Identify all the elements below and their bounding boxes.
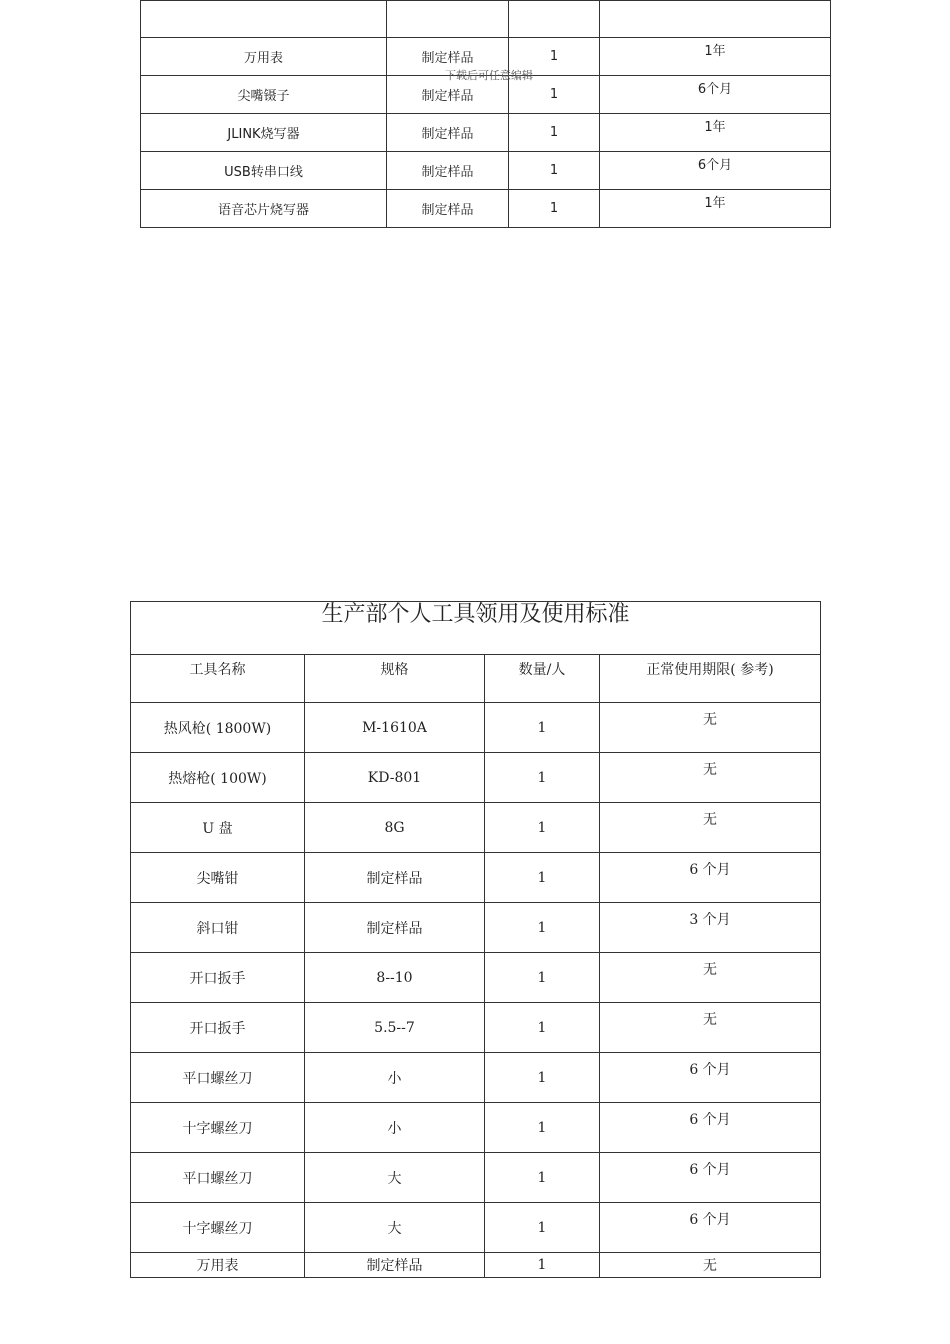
period-cell: 无: [600, 953, 821, 1003]
table-cell: [141, 1, 387, 38]
table-row: [131, 1253, 821, 1278]
period-cell: 6 个月: [600, 1203, 821, 1253]
tool-name-cell: 万用表: [141, 38, 387, 76]
period-cell: 1年: [600, 38, 831, 76]
qty-cell: 1: [485, 1003, 600, 1053]
spec-cell: 5.5--7: [305, 1003, 485, 1053]
period-cell: 无: [600, 1003, 821, 1053]
tool-name-cell: JLINK烧写器: [141, 114, 387, 152]
spec-cell: 制定样品: [387, 152, 509, 190]
period-cell: 无: [600, 1253, 821, 1278]
qty-cell: 1: [485, 1253, 600, 1278]
tool-name-cell: 开口扳手: [131, 1003, 305, 1053]
table-header-row: [131, 655, 821, 703]
table-row: [141, 1, 831, 38]
period-cell: 6 个月: [600, 1153, 821, 1203]
table-row: [131, 1053, 821, 1103]
qty-cell: 1: [485, 853, 600, 903]
tool-name-cell: 万用表: [131, 1253, 305, 1278]
qty-cell: 1: [485, 953, 600, 1003]
table-cell: [600, 1, 831, 38]
table-cell: [509, 1, 600, 38]
qty-cell: 1: [485, 1053, 600, 1103]
watermark-text: 下载后可任意编辑: [445, 69, 533, 82]
table-row: [131, 753, 821, 803]
table-cell: [387, 1, 509, 38]
qty-cell: 1: [485, 1203, 600, 1253]
table-row: [131, 1153, 821, 1203]
qty-cell: 1: [485, 703, 600, 753]
table-row: [141, 152, 831, 190]
qty-cell: 1: [485, 903, 600, 953]
period-cell: 1年: [600, 190, 831, 228]
period-cell: 无: [600, 803, 821, 853]
table-row: [141, 190, 831, 228]
qty-cell: 1: [485, 803, 600, 853]
tool-name-cell: 平口螺丝刀: [131, 1053, 305, 1103]
column-header: 正常使用期限( 参考): [600, 655, 821, 703]
column-header: 数量/人: [485, 655, 600, 703]
spec-cell: 制定样品: [305, 903, 485, 953]
period-cell: 6个月: [600, 152, 831, 190]
spec-cell: 大: [305, 1203, 485, 1253]
spec-cell: 制定样品: [305, 1253, 485, 1278]
tool-name-cell: 语音芯片烧写器: [141, 190, 387, 228]
spec-cell: 制定样品: [387, 76, 509, 114]
table-row: [131, 803, 821, 853]
table-row: [131, 903, 821, 953]
table-row: [141, 114, 831, 152]
table-row: [131, 1003, 821, 1053]
spec-cell: 8--10: [305, 953, 485, 1003]
tool-standard-table: [130, 601, 821, 1278]
period-cell: 1年: [600, 114, 831, 152]
spec-cell: 制定样品: [387, 38, 509, 76]
period-cell: 6 个月: [600, 1053, 821, 1103]
tool-name-cell: 斜口钳: [131, 903, 305, 953]
qty-cell: 1: [509, 190, 600, 228]
qty-cell: 1: [485, 753, 600, 803]
table-row: [131, 953, 821, 1003]
period-cell: 无: [600, 753, 821, 803]
top-tools-table: [140, 0, 831, 228]
table-row: [131, 853, 821, 903]
spec-cell: KD-801: [305, 753, 485, 803]
table-title-row: [131, 602, 821, 655]
tool-name-cell: 尖嘴镊子: [141, 76, 387, 114]
qty-cell: 1: [509, 114, 600, 152]
qty-cell: 1: [509, 38, 600, 76]
tool-name-cell: 尖嘴钳: [131, 853, 305, 903]
period-cell: 3 个月: [600, 903, 821, 953]
table-row: [131, 703, 821, 753]
qty-cell: 1: [509, 76, 600, 114]
qty-cell: 1: [485, 1103, 600, 1153]
spec-cell: M-1610A: [305, 703, 485, 753]
tool-name-cell: 十字螺丝刀: [131, 1203, 305, 1253]
spec-cell: 8G: [305, 803, 485, 853]
period-cell: 无: [600, 703, 821, 753]
tool-name-cell: 热风枪( 1800W): [131, 703, 305, 753]
tool-name-cell: USB转串口线: [141, 152, 387, 190]
tool-name-cell: 十字螺丝刀: [131, 1103, 305, 1153]
table-row: [131, 1103, 821, 1153]
qty-cell: 1: [485, 1153, 600, 1203]
spec-cell: 小: [305, 1053, 485, 1103]
qty-cell: 1: [509, 152, 600, 190]
period-cell: 6 个月: [600, 853, 821, 903]
column-header: 规格: [305, 655, 485, 703]
spec-cell: 大: [305, 1153, 485, 1203]
tool-name-cell: 平口螺丝刀: [131, 1153, 305, 1203]
tool-name-cell: U 盘: [131, 803, 305, 853]
table-title: 生产部个人工具领用及使用标准: [131, 602, 821, 655]
tool-name-cell: 热熔枪( 100W): [131, 753, 305, 803]
column-header: 工具名称: [131, 655, 305, 703]
table-row: [131, 1203, 821, 1253]
spec-cell: 制定样品: [387, 190, 509, 228]
period-cell: 6 个月: [600, 1103, 821, 1153]
tool-name-cell: 开口扳手: [131, 953, 305, 1003]
spec-cell: 小: [305, 1103, 485, 1153]
period-cell: 6个月: [600, 76, 831, 114]
spec-cell: 制定样品: [305, 853, 485, 903]
spec-cell: 制定样品: [387, 114, 509, 152]
